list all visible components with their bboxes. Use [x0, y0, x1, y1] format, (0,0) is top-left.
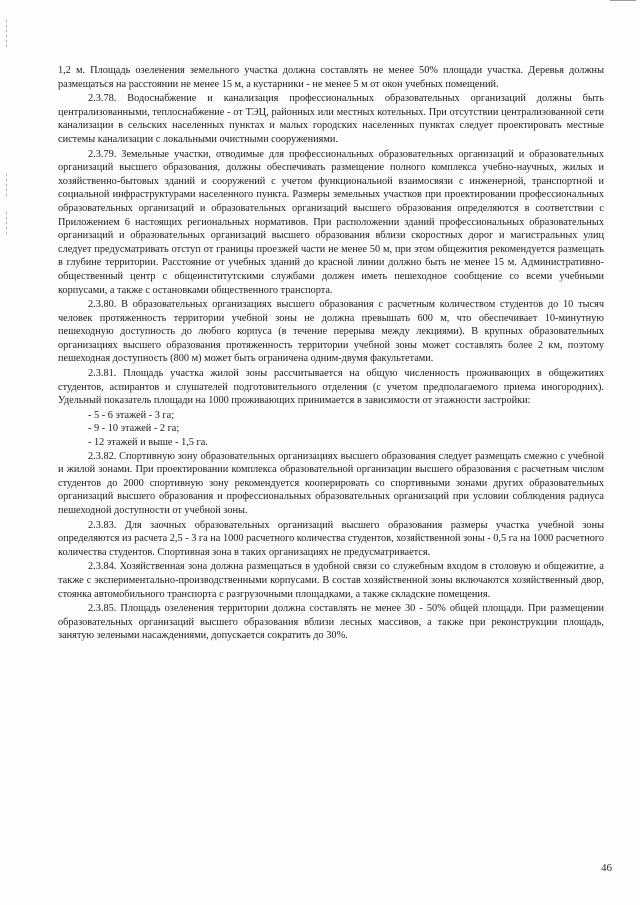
paragraph-2-3-84: 2.3.84. Хозяйственная зона должна размещаться в удобной связи со служебным входом в столовую и общежитие, а также с экспериментально-производственными корпусами. В состав хозяйственной зоны включаются хозяйственный двор, стоянка автомобильного транспорта с разгрузочными площадками, а также складские помещения. [58, 561, 604, 600]
document-body [58, 64, 604, 644]
margin-mark [6, 174, 7, 198]
paragraph-2-3-79: 2.3.79. Земельные участки, отводимые для профессиональных образовательных организаций и образовательных организаций высшего образования, должны обеспечивать размещение полного комплекса учебно-научных, жилых и хозяйственно-бытовых зданий и сооружений с учетом функциональной взаимосвязи с инженерной, транспортной и социальной инфраструктурами населенного пункта. Размеры земельных участков при проектировании профессиональных образовательных организаций и образовательных организаций высшего образования определяются в соответствии с Приложением 6 настоящих региональных нормативов. При расположении зданий профессиональных образовательных организаций и образовательных организаций высшего образования вблизи скоростных дорог и магистральных улиц следует предусматривать отступ от границы проезжей части не менее 50 м, при этом общежития рекомендуется размещать в глубине территории. Расстояние от учебных зданий до красной линии должно быть не менее 15 м. Административно-общественный центр с общеинститутскими службами должен иметь пешеходное сообщение со всеми учебными корпусами, а также с остановками общественного транспорта. [58, 148, 604, 296]
page-number: 46 [601, 862, 612, 874]
margin-mark [6, 20, 7, 48]
paragraph-2-3-78: 2.3.78. Водоснабжение и канализация профессиональных образовательных организаций должны быть централизованными, теплоснабжение - от ТЭЦ, районных или местных котельных. При отсутствии централизованной сети канализации в сельских населенных пунктах и малых городских населенных пунктах следует проектировать местные системы канализации с локальными очистными сооружениями. [58, 93, 604, 145]
top-edge-line [610, 0, 636, 1]
margin-mark [6, 212, 7, 234]
list-item: - 9 - 10 этажей - 2 га; [88, 423, 180, 435]
list-item: - 12 этажей и выше - 1,5 га. [88, 437, 208, 449]
paragraph-2-3-82: 2.3.82. Спортивную зону образовательных организациях высшего образования следует размещать смежно с учебной и жилой зонами. При проектировании комплекса образовательной организации высшего образования с расчетным числом студентов до 2000 спортивную зону рекомендуется кооперировать со спортивными зонами других образовательных организаций высшего образования и профессиональных образовательных организаций при условии соблюдения радиуса пешеходной доступности от учебной зоны. [58, 450, 604, 516]
paragraph-2-3-85: 2.3.85. Площадь озеленения территории должна составлять не менее 30 - 50% общей площади. При размещении образовательных организаций высшего образования вблизи лесных массивов, а также при реконструкции площадь, занятую зелеными насаждениями, допускается сократить до 30%. [58, 603, 604, 642]
paragraph-2-3-80: 2.3.80. В образовательных организациях высшего образования с расчетным количеством студентов до 10 тысяч человек протяженность территории учебной зоны не должна превышать 600 м, что обеспечивает 10-минутную пешеходную доступность до любого корпуса (в течение перерыва между лекциями). В крупных образовательных организациях высшего образования протяженность территории учебной зоны может составлять более 2 км, поэтому пешеходная доступность (800 м) может быть ограничена одним-двумя факультетами. [58, 299, 604, 365]
paragraph-continuation: 1,2 м. Площадь озеленения земельного участка должна составлять не менее 50% площади участка. Деревья должны размещаться на расстоянии не менее 15 м, а кустарники - не менее 5 м от окон учебных помещений. [58, 65, 604, 90]
paragraph-2-3-83: 2.3.83. Для заочных образовательных организаций высшего образования размеры участка учебной зоны определяются из расчета 2,5 - 3 га на 1000 расчетного количества студентов, хозяйственной зоны - 0,5 га на 1000 расчетного количества студентов. Спортивная зона в таких организациях не предусматривается. [58, 519, 604, 558]
list-item: - 5 - 6 этажей - 3 га; [88, 409, 175, 421]
paragraph-2-3-81: 2.3.81. Площадь участка жилой зоны рассчитывается на общую численность проживающих в общежитиях студентов, аспирантов и слушателей подготовительного отделения (с учетом предполагаемого приема иногородних). Удельный показатель площади на 1000 проживающих принимается в зависимости от этажности застройки: [58, 368, 604, 407]
